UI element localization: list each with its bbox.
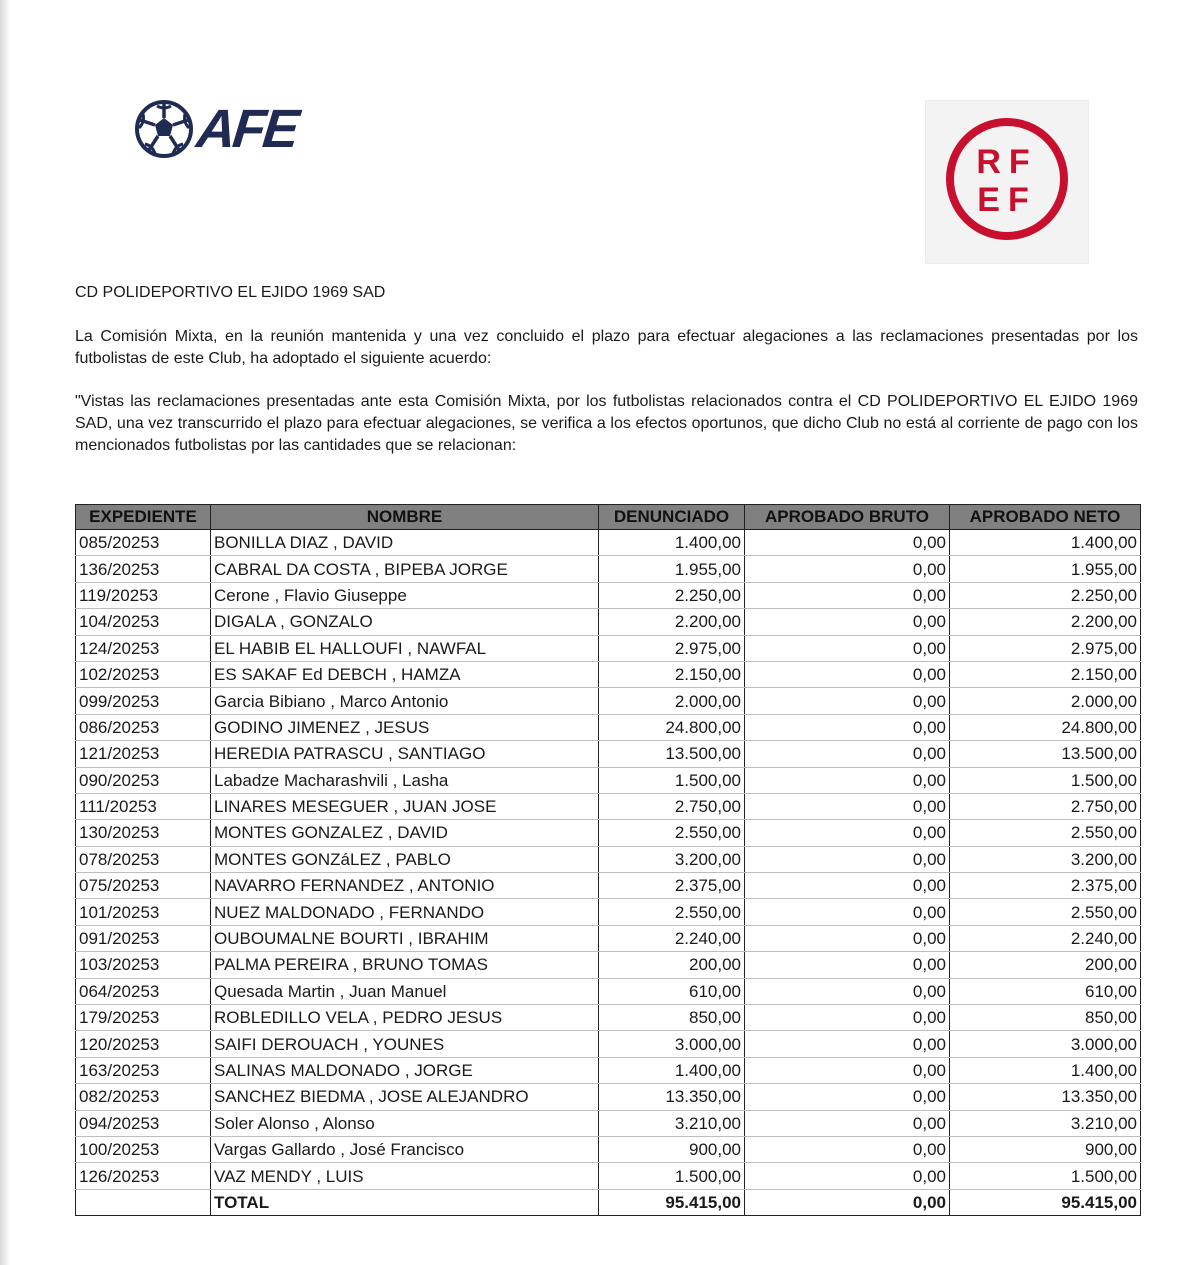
cell-nombre: PALMA PEREIRA , BRUNO TOMAS (211, 952, 599, 978)
cell-aprobado-bruto: 0,00 (745, 582, 950, 608)
cell-denunciado: 2.000,00 (599, 688, 745, 714)
cell-aprobado-neto: 1.500,00 (950, 1163, 1141, 1189)
total-empty-cell (76, 1189, 211, 1215)
table-row (76, 661, 1141, 687)
cell-expediente: 085/20253 (76, 530, 211, 556)
cell-nombre: HEREDIA PATRASCU , SANTIAGO (211, 741, 599, 767)
cell-expediente: 102/20253 (76, 661, 211, 687)
cell-expediente: 082/20253 (76, 1084, 211, 1110)
cell-denunciado: 1.955,00 (599, 556, 745, 582)
cell-aprobado-neto: 610,00 (950, 978, 1141, 1004)
cell-aprobado-bruto: 0,00 (745, 661, 950, 687)
table-row (76, 820, 1141, 846)
cell-aprobado-neto: 3.210,00 (950, 1110, 1141, 1136)
cell-expediente: 099/20253 (76, 688, 211, 714)
cell-denunciado: 900,00 (599, 1136, 745, 1162)
cell-aprobado-neto: 200,00 (950, 952, 1141, 978)
cell-nombre: BONILLA DIAZ , DAVID (211, 530, 599, 556)
claims-table (75, 504, 1141, 1216)
cell-nombre: Quesada Martin , Juan Manuel (211, 978, 599, 1004)
cell-denunciado: 24.800,00 (599, 714, 745, 740)
cell-nombre: ES SAKAF Ed DEBCH , HAMZA (211, 661, 599, 687)
table-row (76, 1031, 1141, 1057)
cell-aprobado-bruto: 0,00 (745, 635, 950, 661)
cell-denunciado: 2.975,00 (599, 635, 745, 661)
cell-denunciado: 1.500,00 (599, 1163, 745, 1189)
agreement-detail-paragraph: "Vistas las reclamaciones presentadas ante esta Comisión Mixta, por los futbolistas relacionados contra el CD POLIDEPORTIVO EL EJIDO 1969 SAD, una vez transcurrido el plazo para efectuar alegaciones, se verifica a los efectos oportunos, que dicho Club no está al corriente de pago con los mencionados futbolistas por las cantidades que se relacionan: (75, 393, 1138, 454)
table-row (76, 1084, 1141, 1110)
cell-denunciado: 13.350,00 (599, 1084, 745, 1110)
cell-aprobado-neto: 1.400,00 (950, 1057, 1141, 1083)
header-aprobado-neto: APROBADO NETO (950, 505, 1141, 530)
cell-nombre: MONTES GONZáLEZ , PABLO (211, 846, 599, 872)
cell-expediente: 121/20253 (76, 741, 211, 767)
table-row (76, 609, 1141, 635)
cell-nombre: MONTES GONZALEZ , DAVID (211, 820, 599, 846)
cell-aprobado-bruto: 0,00 (745, 1057, 950, 1083)
table-row (76, 846, 1141, 872)
cell-aprobado-neto: 3.000,00 (950, 1031, 1141, 1057)
table-row (76, 767, 1141, 793)
table-row (76, 688, 1141, 714)
cell-expediente: 101/20253 (76, 899, 211, 925)
cell-nombre: Cerone , Flavio Giuseppe (211, 582, 599, 608)
cell-aprobado-neto: 2.240,00 (950, 925, 1141, 951)
cell-denunciado: 1.400,00 (599, 1057, 745, 1083)
header-nombre: NOMBRE (211, 505, 599, 530)
cell-expediente: 179/20253 (76, 1005, 211, 1031)
document-page (75, 0, 1140, 1265)
table-row (76, 899, 1141, 925)
cell-nombre: CABRAL DA COSTA , BIPEBA JORGE (211, 556, 599, 582)
cell-expediente: 111/20253 (76, 793, 211, 819)
cell-aprobado-neto: 2.975,00 (950, 635, 1141, 661)
cell-expediente: 078/20253 (76, 846, 211, 872)
cell-expediente: 163/20253 (76, 1057, 211, 1083)
club-name-heading: CD POLIDEPORTIVO EL EJIDO 1969 SAD (75, 284, 386, 301)
header-aprobado-bruto: APROBADO BRUTO (745, 505, 950, 530)
cell-aprobado-neto: 24.800,00 (950, 714, 1141, 740)
cell-denunciado: 2.375,00 (599, 873, 745, 899)
cell-expediente: 124/20253 (76, 635, 211, 661)
cell-expediente: 103/20253 (76, 952, 211, 978)
cell-aprobado-neto: 1.500,00 (950, 767, 1141, 793)
table-row (76, 1136, 1141, 1162)
cell-nombre: Garcia Bibiano , Marco Antonio (211, 688, 599, 714)
cell-aprobado-neto: 2.200,00 (950, 609, 1141, 635)
cell-aprobado-bruto: 0,00 (745, 688, 950, 714)
cell-aprobado-neto: 850,00 (950, 1005, 1141, 1031)
cell-nombre: LINARES MESEGUER , JUAN JOSE (211, 793, 599, 819)
cell-aprobado-bruto: 0,00 (745, 978, 950, 1004)
cell-denunciado: 2.240,00 (599, 925, 745, 951)
cell-expediente: 091/20253 (76, 925, 211, 951)
cell-denunciado: 200,00 (599, 952, 745, 978)
table-row (76, 978, 1141, 1004)
cell-aprobado-bruto: 0,00 (745, 556, 950, 582)
table-row (76, 1110, 1141, 1136)
cell-denunciado: 1.500,00 (599, 767, 745, 793)
cell-denunciado: 2.550,00 (599, 820, 745, 846)
cell-expediente: 064/20253 (76, 978, 211, 1004)
cell-nombre: VAZ MENDY , LUIS (211, 1163, 599, 1189)
cell-denunciado: 1.400,00 (599, 530, 745, 556)
cell-nombre: SANCHEZ BIEDMA , JOSE ALEJANDRO (211, 1084, 599, 1110)
cell-expediente: 136/20253 (76, 556, 211, 582)
cell-aprobado-bruto: 0,00 (745, 1031, 950, 1057)
cell-aprobado-bruto: 0,00 (745, 820, 950, 846)
cell-aprobado-neto: 13.350,00 (950, 1084, 1141, 1110)
rfef-logo-line2: EF (977, 181, 1037, 219)
cell-aprobado-bruto: 0,00 (745, 952, 950, 978)
cell-expediente: 100/20253 (76, 1136, 211, 1162)
cell-aprobado-neto: 2.750,00 (950, 793, 1141, 819)
table-row (76, 556, 1141, 582)
cell-aprobado-neto: 1.955,00 (950, 556, 1141, 582)
cell-nombre: SALINAS MALDONADO , JORGE (211, 1057, 599, 1083)
cell-nombre: GODINO JIMENEZ , JESUS (211, 714, 599, 740)
cell-denunciado: 2.750,00 (599, 793, 745, 819)
cell-nombre: NUEZ MALDONADO , FERNANDO (211, 899, 599, 925)
cell-aprobado-neto: 3.200,00 (950, 846, 1141, 872)
table-row (76, 952, 1141, 978)
cell-aprobado-bruto: 0,00 (745, 1110, 950, 1136)
table-total-row (76, 1189, 1141, 1215)
cell-expediente: 120/20253 (76, 1031, 211, 1057)
total-label: TOTAL (211, 1189, 599, 1215)
table-row (76, 873, 1141, 899)
cell-nombre: DIGALA , GONZALO (211, 609, 599, 635)
table-row (76, 793, 1141, 819)
cell-expediente: 126/20253 (76, 1163, 211, 1189)
total-aprobado-neto: 95.415,00 (950, 1189, 1141, 1215)
cell-denunciado: 3.000,00 (599, 1031, 745, 1057)
cell-aprobado-bruto: 0,00 (745, 767, 950, 793)
cell-aprobado-neto: 2.150,00 (950, 661, 1141, 687)
header-denunciado: DENUNCIADO (599, 505, 745, 530)
cell-expediente: 075/20253 (76, 873, 211, 899)
cell-nombre: NAVARRO FERNANDEZ , ANTONIO (211, 873, 599, 899)
table-row (76, 925, 1141, 951)
cell-aprobado-neto: 2.375,00 (950, 873, 1141, 899)
cell-aprobado-neto: 2.550,00 (950, 820, 1141, 846)
cell-aprobado-neto: 2.550,00 (950, 899, 1141, 925)
cell-aprobado-bruto: 0,00 (745, 1005, 950, 1031)
cell-nombre: EL HABIB EL HALLOUFI , NAWFAL (211, 635, 599, 661)
cell-nombre: ROBLEDILLO VELA , PEDRO JESUS (211, 1005, 599, 1031)
rfef-logo (925, 100, 1089, 264)
header-expediente: EXPEDIENTE (76, 505, 211, 530)
afe-logo (135, 99, 300, 159)
cell-aprobado-bruto: 0,00 (745, 1136, 950, 1162)
total-aprobado-bruto: 0,00 (745, 1189, 950, 1215)
cell-aprobado-neto: 1.400,00 (950, 530, 1141, 556)
cell-aprobado-bruto: 0,00 (745, 793, 950, 819)
total-denunciado: 95.415,00 (599, 1189, 745, 1215)
cell-denunciado: 2.200,00 (599, 609, 745, 635)
cell-aprobado-bruto: 0,00 (745, 1163, 950, 1189)
cell-nombre: SAIFI DEROUACH , YOUNES (211, 1031, 599, 1057)
cell-aprobado-bruto: 0,00 (745, 741, 950, 767)
cell-aprobado-neto: 13.500,00 (950, 741, 1141, 767)
cell-expediente: 090/20253 (76, 767, 211, 793)
cell-denunciado: 3.210,00 (599, 1110, 745, 1136)
cell-denunciado: 3.200,00 (599, 846, 745, 872)
afe-logo-text: AFE (193, 99, 300, 159)
cell-aprobado-bruto: 0,00 (745, 530, 950, 556)
table-row (76, 1057, 1141, 1083)
table-header-row (76, 505, 1141, 530)
cell-denunciado: 13.500,00 (599, 741, 745, 767)
table-row (76, 582, 1141, 608)
rfef-logo-line1: RF (976, 143, 1038, 181)
cell-expediente: 086/20253 (76, 714, 211, 740)
cell-nombre: Vargas Gallardo , José Francisco (211, 1136, 599, 1162)
cell-aprobado-bruto: 0,00 (745, 925, 950, 951)
cell-denunciado: 850,00 (599, 1005, 745, 1031)
table-row (76, 741, 1141, 767)
cell-aprobado-bruto: 0,00 (745, 714, 950, 740)
cell-nombre: Soler Alonso , Alonso (211, 1110, 599, 1136)
cell-expediente: 119/20253 (76, 582, 211, 608)
cell-denunciado: 610,00 (599, 978, 745, 1004)
cell-expediente: 130/20253 (76, 820, 211, 846)
table-row (76, 635, 1141, 661)
agreement-intro-paragraph: La Comisión Mixta, en la reunión mantenida y una vez concluido el plazo para efectuar alegaciones a las reclamaciones presentadas por los futbolistas de este Club, ha adoptado el siguiente acuerdo: (75, 328, 1138, 367)
table-row (76, 714, 1141, 740)
cell-aprobado-bruto: 0,00 (745, 873, 950, 899)
cell-denunciado: 2.550,00 (599, 899, 745, 925)
cell-denunciado: 2.250,00 (599, 582, 745, 608)
cell-aprobado-neto: 2.000,00 (950, 688, 1141, 714)
cell-nombre: Labadze Macharashvili , Lasha (211, 767, 599, 793)
cell-expediente: 104/20253 (76, 609, 211, 635)
cell-nombre: OUBOUMALNE BOURTI , IBRAHIM (211, 925, 599, 951)
page-edge-shadow (0, 0, 10, 1265)
rfef-emblem-icon (926, 101, 1088, 263)
cell-denunciado: 2.150,00 (599, 661, 745, 687)
cell-aprobado-bruto: 0,00 (745, 609, 950, 635)
cell-expediente: 094/20253 (76, 1110, 211, 1136)
claims-table-body (76, 530, 1141, 1216)
table-row (76, 1005, 1141, 1031)
cell-aprobado-neto: 2.250,00 (950, 582, 1141, 608)
table-row (76, 530, 1141, 556)
table-row (76, 1163, 1141, 1189)
cell-aprobado-bruto: 0,00 (745, 1084, 950, 1110)
cell-aprobado-bruto: 0,00 (745, 899, 950, 925)
cell-aprobado-neto: 900,00 (950, 1136, 1141, 1162)
cell-aprobado-bruto: 0,00 (745, 846, 950, 872)
soccer-ball-icon (135, 100, 193, 158)
